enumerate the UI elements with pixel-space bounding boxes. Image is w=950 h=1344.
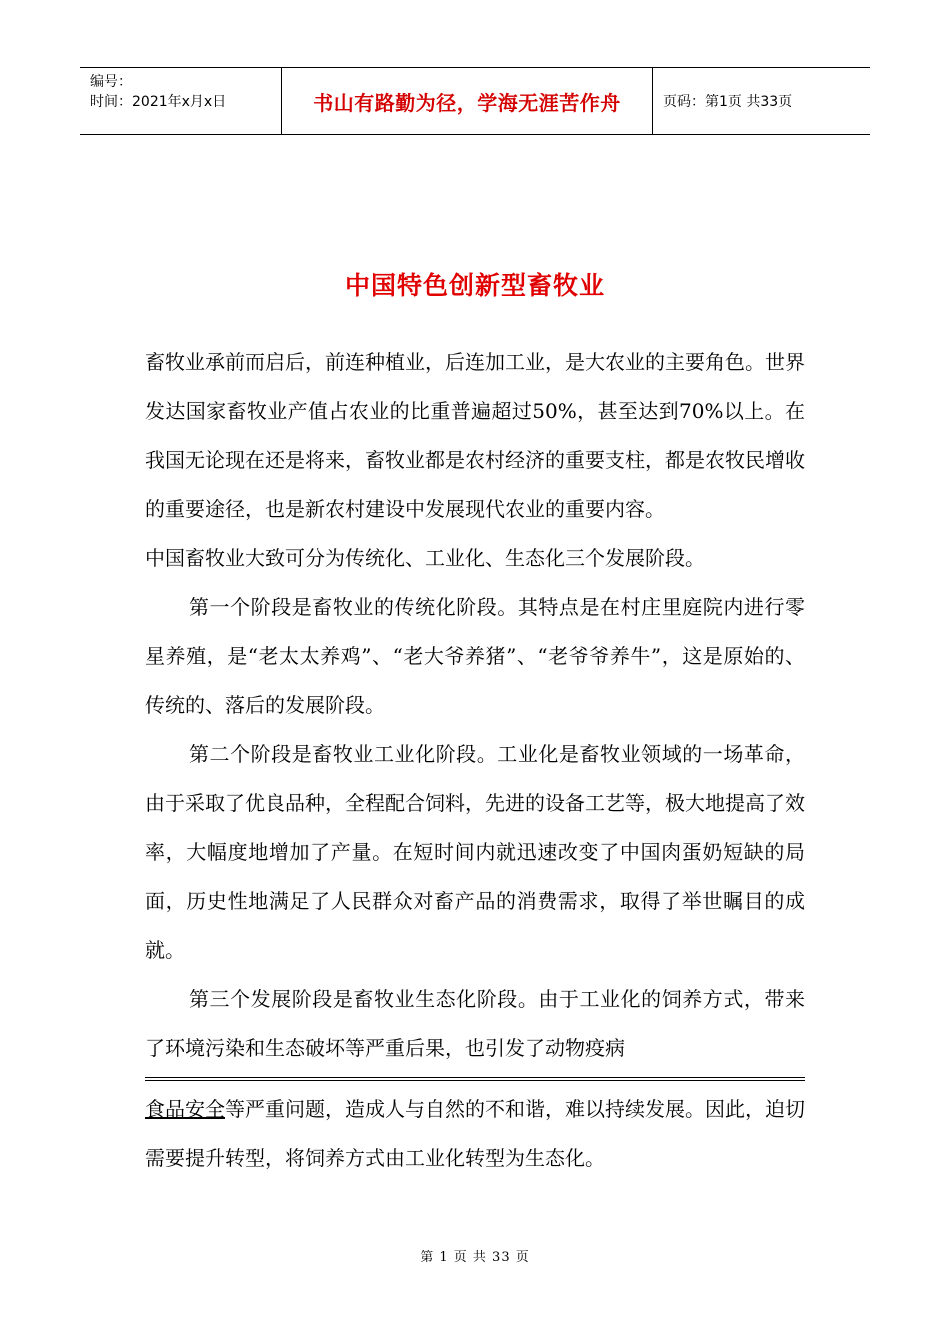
paragraph-4: 第二个阶段是畜牧业工业化阶段。工业化是畜牧业领域的一场革命，由于采取了优良品种，全程配合饲料，先进的设备工艺等，极大地提高了效率，大幅度地增加了产量。在短时间内就迅速改变了中国肉蛋奶短缺的局面，历史性地满足了人民群众对畜产品的消费需求，取得了举世瞩目的成就。 [145, 742, 805, 962]
header-table [80, 67, 870, 135]
paragraph-3: 第一个阶段是畜牧业的传统化阶段。其特点是在村庄里庭院内进行零星养殖，是“老太太养鸡”、“老大爷养猪”、“老爷爷养牛”，这是原始的、传统的、落后的发展阶段。 [145, 595, 805, 717]
paragraph-6 [145, 1085, 805, 1183]
double-rule-divider [145, 1077, 805, 1081]
number-label: 编号： [90, 74, 132, 90]
document-title: 中国特色创新型畜牧业 [344, 271, 605, 300]
header-motto: 书山有路勤为径，学海无涯苦作舟 [281, 68, 653, 134]
paragraph-1: 畜牧业承前而启后，前连种植业，后连加工业，是大农业的主要角色。世界发达国家畜牧业产值占农业的比重普遍超过50%，甚至达到70%以上。在我国无论现在还是将来，畜牧业都是农村经济的重要支柱，都是农牧民增收的重要途径，也是新农村建设中发展现代农业的重要内容。 [145, 350, 805, 521]
time-label: 时间：2021年x月x日 [90, 94, 227, 110]
header-info-cell [80, 68, 281, 134]
paragraph-2: 中国畜牧业大致可分为传统化、工业化、生态化三个发展阶段。 [145, 546, 705, 570]
header-page-code: 页码：第1页 共33页 [663, 94, 793, 110]
document-body [145, 338, 805, 1183]
paragraph-5: 第三个发展阶段是畜牧业生态化阶段。由于工业化的饲养方式，带来了环境污染和生态破坏等严重后果，也引发了动物疫病 [145, 987, 805, 1060]
underlined-term: 食品安全 [145, 1097, 225, 1121]
page-footer: 第 1 页 共 33 页 [420, 1250, 530, 1265]
paragraph-6-text: 等严重问题，造成人与自然的不和谐，难以持续发展。因此，迫切需要提升转型，将饲养方式由工业化转型为生态化。 [145, 1097, 805, 1170]
